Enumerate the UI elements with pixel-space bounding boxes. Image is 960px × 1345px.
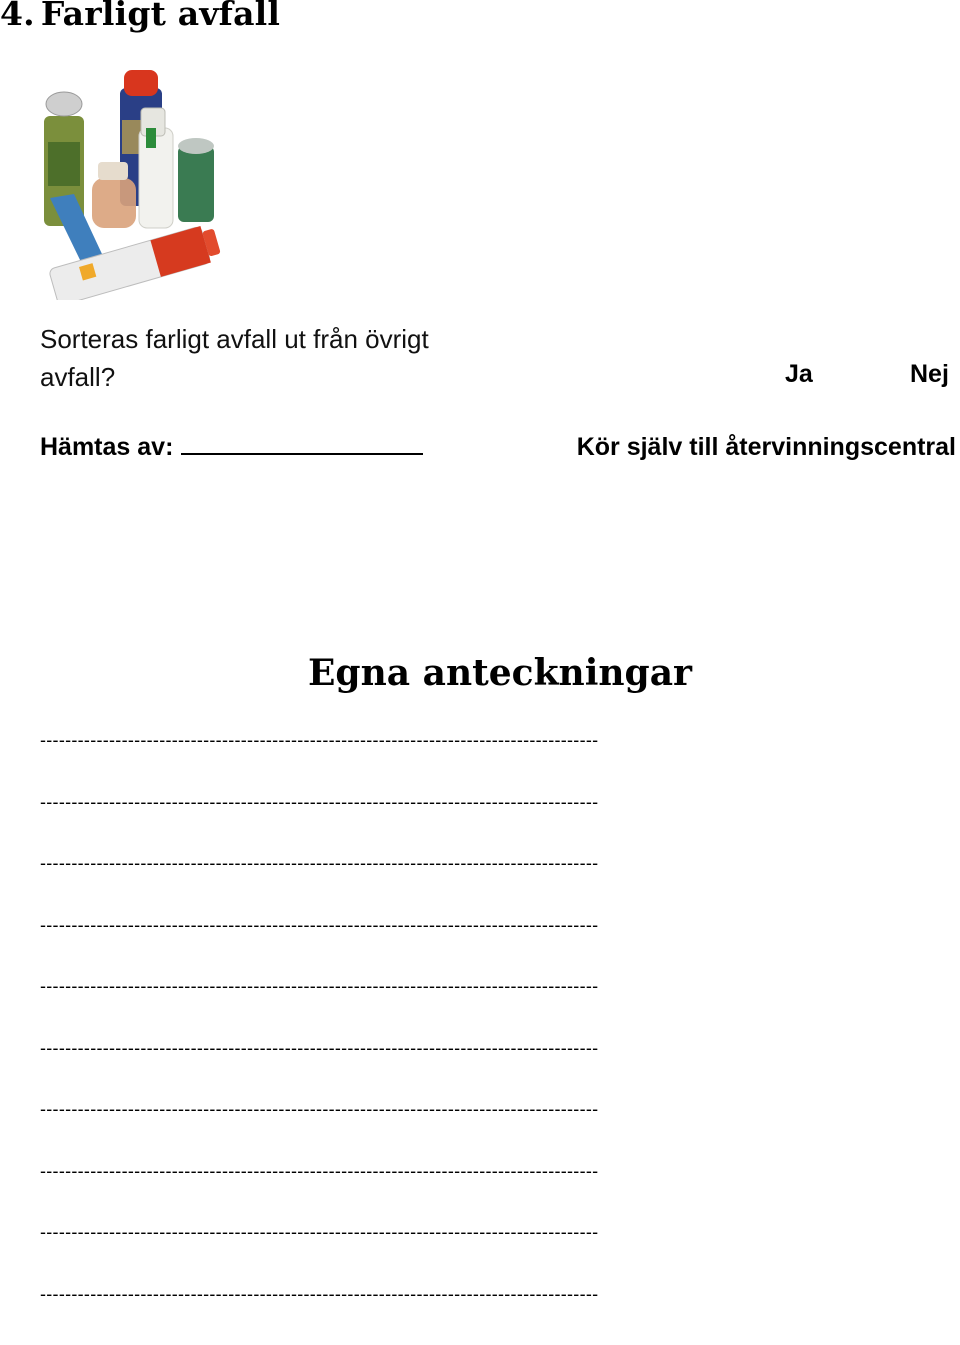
section-title: Farligt avfall (40, 0, 281, 33)
notes-line[interactable]: ----------------------------------------------------------------------------------------- (40, 914, 599, 935)
self-drive-option[interactable]: Kör själv till återvinningscentral (576, 433, 956, 461)
notes-line[interactable]: ----------------------------------------------------------------------------------------- (40, 976, 599, 996)
notes-line[interactable]: ----------------------------------------------------------------------------------------- (40, 1222, 599, 1242)
notes-line[interactable]: ----------------------------------------------------------------------------------------- (40, 791, 599, 812)
no-option[interactable]: Nej (910, 360, 949, 388)
hazardous-waste-image (38, 58, 228, 300)
yes-option[interactable]: Ja (785, 360, 813, 388)
notes-line[interactable]: ----------------------------------------------------------------------------------------- (40, 1099, 599, 1119)
green-can (178, 146, 214, 222)
pickup-blank[interactable] (181, 433, 423, 455)
notes-line[interactable]: ----------------------------------------------------------------------------------------- (40, 730, 599, 750)
notes-lines (40, 730, 866, 1345)
pickup-label: Hämtas av: (40, 433, 174, 461)
section-number: 4. (0, 0, 35, 33)
glass-jar (92, 178, 136, 228)
pickup-field (40, 433, 423, 462)
sorting-question: Sorteras farligt avfall ut från övrigt avfall? (40, 324, 429, 392)
notes-title: Egna anteckningar (307, 652, 693, 694)
red-cap (124, 70, 158, 96)
notes-line[interactable]: ----------------------------------------------------------------------------------------- (40, 1283, 599, 1304)
notes-line[interactable]: ----------------------------------------------------------------------------------------- (40, 1037, 599, 1058)
notes-line[interactable]: ----------------------------------------------------------------------------------------- (40, 1160, 599, 1181)
notes-line[interactable]: ----------------------------------------------------------------------------------------- (40, 853, 599, 873)
section-heading (0, 0, 280, 33)
